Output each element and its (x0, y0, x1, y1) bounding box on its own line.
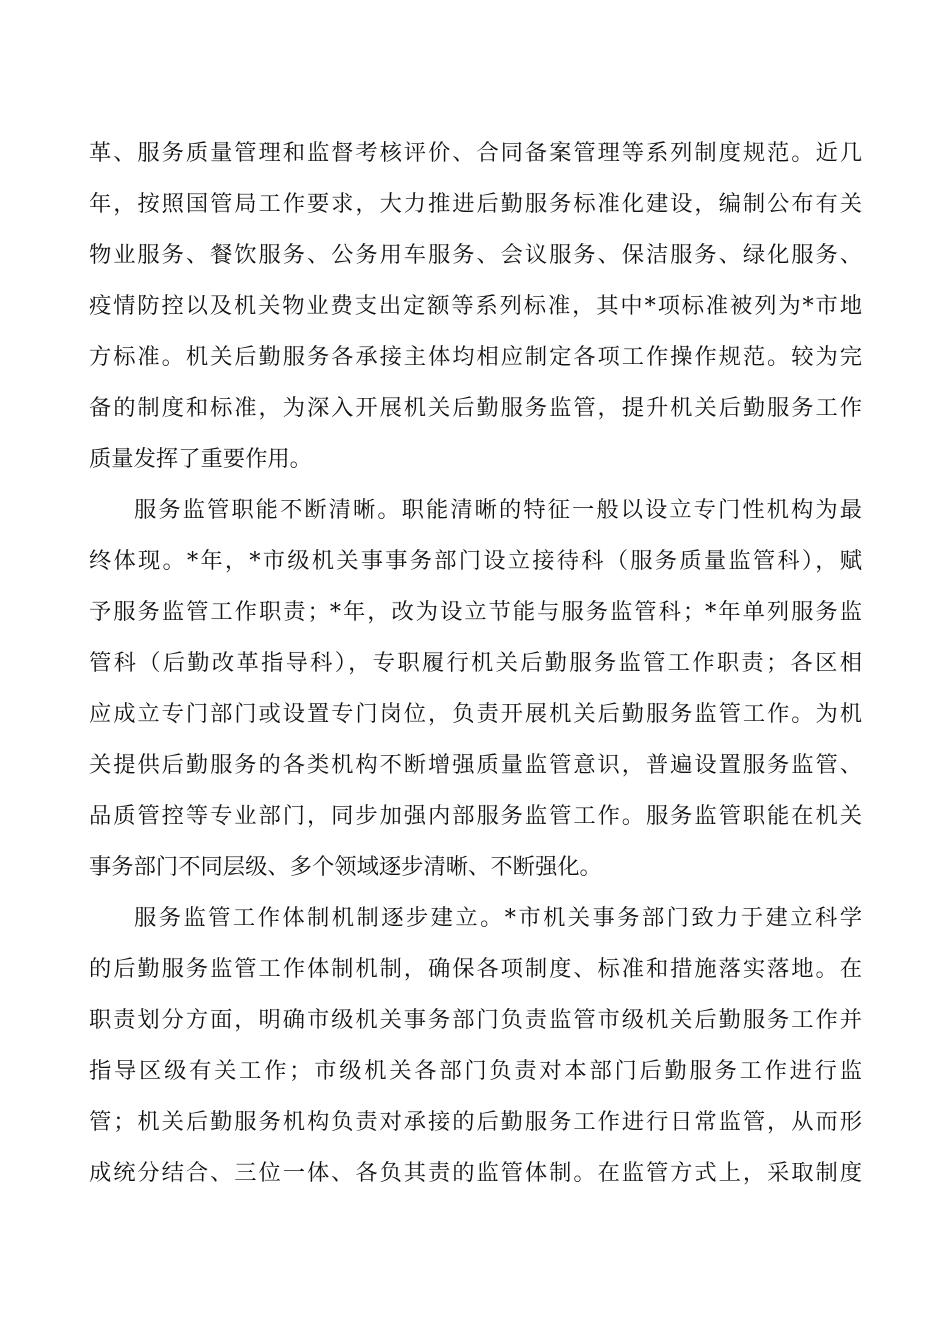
text-line: 疫情防控以及机关物业费支出定额等系列标准，其中*项标准被列为*市地 (89, 293, 862, 319)
text-line: 方标准。机关后勤服务各承接主体均相应制定各项工作操作规范。较为完 (89, 344, 862, 370)
text-line: 事务部门不同层级、多个领域逐步清晰、不断强化。 (89, 854, 602, 880)
paragraph (89, 128, 862, 485)
text-line: 品质管控等专业部门，同步加强内部服务监管工作。服务监管职能在机关 (89, 803, 862, 829)
text-line: 关提供后勤服务的各类机构不断增强质量监管意识，普遍设置服务监管、 (89, 752, 862, 778)
text-line: 服务监管职能不断清晰。职能清晰的特征一般以设立专门性机构为最 (134, 497, 862, 523)
text-line: 备的制度和标准，为深入开展机关后勤服务监管，提升机关后勤服务工作 (89, 395, 862, 421)
text-line: 管科（后勤改革指导科），专职履行机关后勤服务监管工作职责；各区相 (89, 650, 862, 676)
text-line: 年，按照国管局工作要求，大力推进后勤服务标准化建设，编制公布有关 (89, 191, 862, 217)
paragraph (89, 485, 862, 893)
text-line: 予服务监管工作职责；*年，改为设立节能与服务监管科；*年单列服务监 (89, 599, 862, 625)
text-line: 革、服务质量管理和监督考核评价、合同备案管理等系列制度规范。近几 (89, 140, 862, 166)
text-line: 职责划分方面，明确市级机关事务部门负责监管市级机关后勤服务工作并 (89, 1007, 862, 1033)
text-line: 质量发挥了重要作用。 (89, 446, 312, 472)
text-line: 成统分结合、三位一体、各负其责的监管体制。在监管方式上，采取制度 (89, 1160, 862, 1186)
text-line: 应成立专门部门或设置专门岗位，负责开展机关后勤服务监管工作。为机 (89, 701, 862, 727)
text-line: 的后勤服务监管工作体制机制，确保各项制度、标准和措施落实落地。在 (89, 956, 862, 982)
document-body (89, 128, 862, 1199)
text-line: 物业服务、餐饮服务、公务用车服务、会议服务、保洁服务、绿化服务、 (89, 242, 862, 268)
text-line: 终体现。*年，*市级机关事事务部门设立接待科（服务质量监管科），赋 (89, 548, 862, 574)
text-line: 指导区级有关工作；市级机关各部门负责对本部门后勤服务工作进行监 (89, 1058, 862, 1084)
paragraph (89, 893, 862, 1199)
text-line: 管；机关后勤服务机构负责对承接的后勤服务工作进行日常监管，从而形 (89, 1109, 862, 1135)
text-line: 服务监管工作体制机制逐步建立。*市机关事务部门致力于建立科学 (134, 905, 862, 931)
